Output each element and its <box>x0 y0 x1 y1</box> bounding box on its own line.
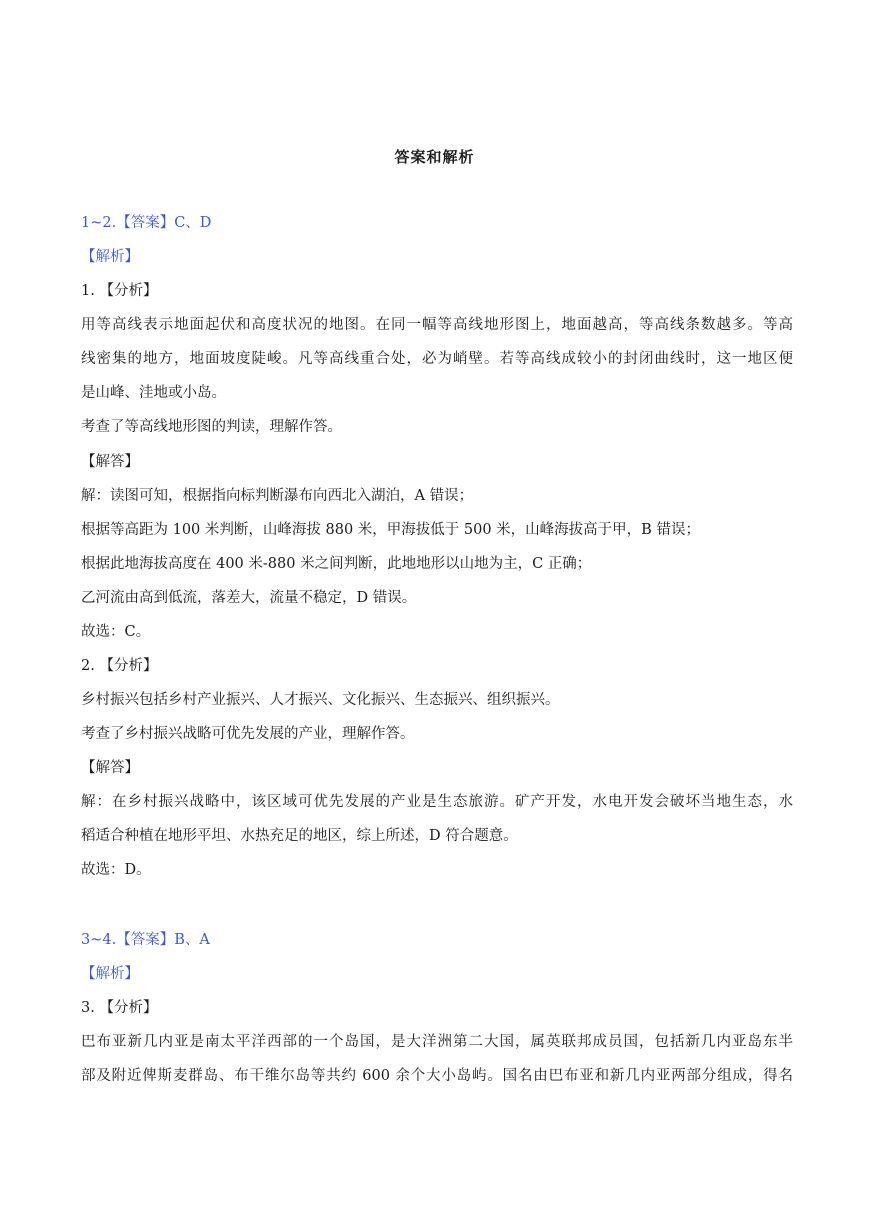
q1-jieda-line: 根据等高距为 100 米判断，山峰海拔 880 米，甲海拔低于 500 米，山峰海拔高于甲，B 错误； <box>81 522 700 538</box>
q1-jieda-line: 解：读图可知，根据指向标判断瀑布向西北入湖泊，A 错误； <box>81 488 474 504</box>
q1-fenxi-heading: 1. 【分析】 <box>81 283 158 299</box>
q3-fenxi-heading: 3. 【分析】 <box>81 1000 158 1016</box>
q1-jieda-line: 根据此地海拔高度在 400 米-880 米之间判断，此地地形以山地为主，C 正确； <box>81 556 592 572</box>
q1-choice: 故选：C。 <box>81 624 151 640</box>
page-title: 答案和解析 <box>394 148 475 166</box>
q1-fenxi-line: 考查了等高线地形图的判读，理解作答。 <box>81 419 342 435</box>
jiexi-label-q1-2: 【解析】 <box>81 249 139 265</box>
jiexi-label-q3-4: 【解析】 <box>81 966 139 982</box>
q2-fenxi-line: 考查了乡村振兴战略可优先发展的产业，理解作答。 <box>81 726 415 742</box>
q2-jieda-line: 稻适合种植在地形平坦、水热充足的地区，综上所述，D 符合题意。 <box>81 828 518 844</box>
q1-jieda-line: 乙河流由高到低流，落差大，流量不稳定，D 错误。 <box>81 590 417 606</box>
q2-jieda-line: 解：在乡村振兴战略中，该区域可优先发展的产业是生态旅游。矿产开发，水电开发会破坏当地生态，水 <box>81 794 793 810</box>
q1-fenxi-line: 用等高线表示地面起伏和高度状况的地图。在同一幅等高线地形图上，地面越高，等高线条数越多。等高 <box>81 317 793 333</box>
q2-choice: 故选：D。 <box>81 862 151 878</box>
q3-fenxi-line: 部及附近俾斯麦群岛、布干维尔岛等共约 600 余个大小岛屿。国名由巴布亚和新几内亚两部分组成，得名 <box>81 1068 793 1084</box>
q1-fenxi-line: 线密集的地方，地面坡度陡峻。凡等高线重合处，必为峭壁。若等高线成较小的封闭曲线时，这一地区便 <box>81 351 793 367</box>
q3-fenxi-line: 巴布亚新几内亚是南太平洋西部的一个岛国，是大洋洲第二大国，属英联邦成员国，包括新几内亚岛东半 <box>81 1034 793 1050</box>
q2-jieda-heading: 【解答】 <box>81 760 139 776</box>
q1-fenxi-line: 是山峰、洼地或小岛。 <box>81 385 226 401</box>
q2-fenxi-heading: 2. 【分析】 <box>81 658 158 674</box>
answer-line-q1-2: 1~2.【答案】C、D <box>81 215 212 231</box>
q1-jieda-heading: 【解答】 <box>81 454 139 470</box>
q2-fenxi-line: 乡村振兴包括乡村产业振兴、人才振兴、文化振兴、生态振兴、组织振兴。 <box>81 692 560 708</box>
answer-line-q3-4: 3~4.【答案】B、A <box>81 932 210 948</box>
